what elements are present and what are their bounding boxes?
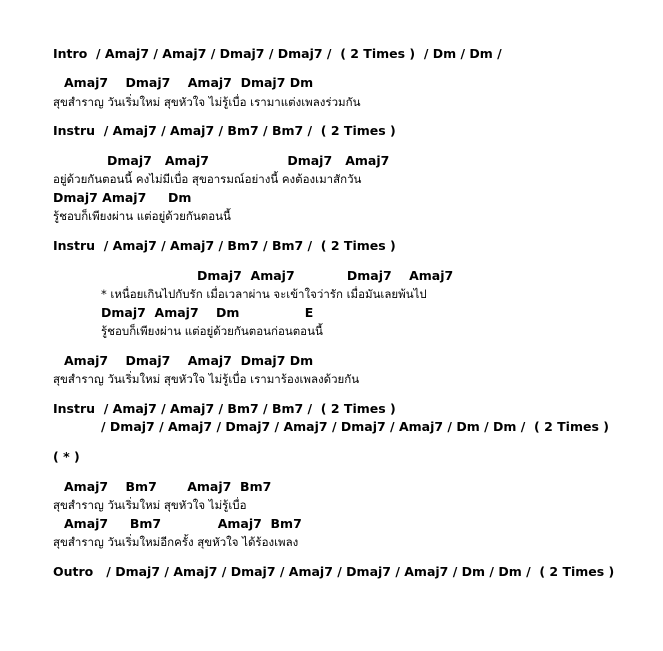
chord-line: Dmaj7 Amaj7 Dmaj7 Amaj7 bbox=[107, 153, 390, 168]
lyric-line: อยู่ด้วยกันตอนนี้ คงไม่มีเบื่อ สุขอารมณ์อย่างนี้ คงต้องเมาสักวัน bbox=[53, 172, 362, 186]
lyric-line: สุขสำราญ วันเริ่มใหม่ สุขหัวใจ ไม่รู้เบื่อ bbox=[53, 498, 247, 512]
chord-line: Amaj7 Bm7 Amaj7 Bm7 bbox=[64, 516, 302, 531]
chord-line: Dmaj7 Amaj7 Dm E bbox=[101, 305, 314, 320]
outro-line: Outro / Dmaj7 / Amaj7 / Dmaj7 / Amaj7 / Dmaj7 / Amaj7 / Dm / Dm / ( 2 Times ) bbox=[53, 564, 615, 579]
chord-line: Amaj7 Dmaj7 Amaj7 Dmaj7 Dm bbox=[64, 75, 314, 90]
lyric-line: สุขสำราญ วันเริ่มใหม่ สุขหัวใจ ไม่รู้เบื่อ เรามาร้องเพลงด้วยกัน bbox=[53, 372, 360, 386]
chord-line: Amaj7 Dmaj7 Amaj7 Dmaj7 Dm bbox=[64, 353, 314, 368]
lyric-line: สุขสำราญ วันเริ่มใหม่อีกครั้ง สุขหัวใจ ได้ร้องเพลง bbox=[53, 535, 299, 549]
chord-line: Dmaj7 Amaj7 Dmaj7 Amaj7 bbox=[197, 268, 454, 283]
intro-line: Intro / Amaj7 / Amaj7 / Dmaj7 / Dmaj7 / ( 2 Times ) / Dm / Dm / bbox=[53, 46, 502, 61]
lyric-line: สุขสำราญ วันเริ่มใหม่ สุขหัวใจ ไม่รู้เบื่อ เรามาแต่งเพลงร่วมกัน bbox=[53, 95, 361, 109]
instru-line: Instru / Amaj7 / Amaj7 / Bm7 / Bm7 / ( 2 Times ) bbox=[53, 123, 396, 138]
lyric-line: รู้ชอบก็เพียงผ่าน แต่อยู่ด้วยกันตอนก่อนตอนนี้ bbox=[101, 324, 323, 338]
lyric-line: * เหนื่อยเกินไปกับรัก เมื่อเวลาผ่าน จะเข้าใจว่ารัก เมื่อมันเลยพ้นไป bbox=[101, 287, 427, 301]
instru-line: Instru / Amaj7 / Amaj7 / Bm7 / Bm7 / ( 2 Times ) bbox=[53, 238, 396, 253]
instru-continued-line: / Dmaj7 / Amaj7 / Dmaj7 / Amaj7 / Dmaj7 / Amaj7 / Dm / Dm / ( 2 Times ) bbox=[101, 419, 609, 434]
lyric-line: รู้ชอบก็เพียงผ่าน แต่อยู่ด้วยกันตอนนี้ bbox=[53, 209, 231, 223]
instru-line: Instru / Amaj7 / Amaj7 / Bm7 / Bm7 / ( 2 Times ) bbox=[53, 401, 396, 416]
chord-line: Amaj7 Bm7 Amaj7 Bm7 bbox=[64, 479, 272, 494]
chord-line: Dmaj7 Amaj7 Dm bbox=[53, 190, 192, 205]
chorus-repeat-marker: ( * ) bbox=[53, 449, 80, 464]
